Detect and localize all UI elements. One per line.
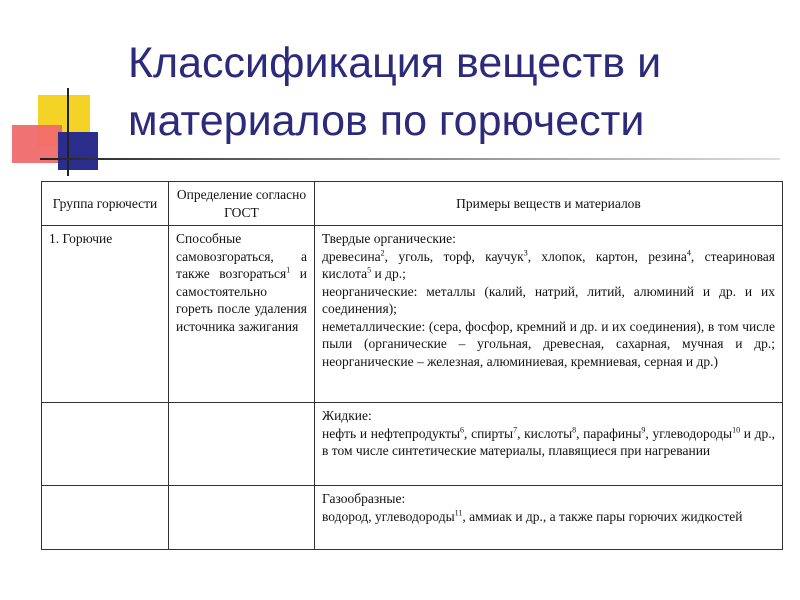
decor-horizontal-line (40, 158, 780, 160)
footnote-1: 1 (286, 265, 291, 275)
nonmetal-label: неметаллические: (322, 318, 426, 334)
solid-organic-label: Твердые органические: (322, 231, 456, 246)
liquid-text-4: , парафины (576, 425, 642, 441)
gas-text-1: водород, углеводороды (322, 508, 455, 524)
cell-examples-gas (315, 486, 783, 550)
footnote-11: 11 (454, 508, 463, 517)
cell-empty-definition-2 (169, 403, 315, 486)
decor-vertical-line (67, 88, 69, 176)
footnote-2: 2 (380, 248, 385, 257)
table-row-gas (42, 486, 783, 550)
header-examples: Примеры веществ и материалов (315, 182, 783, 226)
cell-empty-definition-3 (169, 486, 315, 550)
cell-examples-liquid (315, 403, 783, 486)
solid-text-1: древесина (322, 248, 381, 264)
nonmetal-text: (сера, фосфор, кремний и др. и их соединения), в том числе пыли (органические – угольная, древесная, сахарная, мучная и др.; неорганические – железная, алюминиевая, кремниевая, серная и др.) (322, 318, 775, 369)
liquid-text-6: и др., в том числе синтетические материалы, плавящиеся при нагревании (322, 425, 775, 458)
liquid-text-3: , кислоты (517, 425, 573, 441)
liquid-text-2: , спирты (464, 425, 514, 441)
solid-text-3: , хлопок, картон, резина (527, 248, 687, 264)
table-row-liquid (42, 403, 783, 486)
cell-examples-solid (315, 226, 783, 403)
footnote-8: 8 (572, 425, 577, 434)
header-group: Группа горючести (42, 182, 169, 226)
solid-text-4: , стеариновая кислота (322, 248, 776, 281)
footnote-6: 6 (460, 425, 465, 434)
cell-empty-group-3 (42, 486, 169, 550)
footnote-9: 9 (641, 425, 646, 434)
definition-text-b: и самостоятельно гореть после удаления источника зажигания (176, 266, 307, 334)
gas-label: Газообразные: (322, 491, 406, 506)
decor-blue-square (58, 132, 98, 170)
solid-text-5: и др.; (371, 266, 406, 281)
table-row-combustible (42, 226, 783, 403)
footnote-10: 10 (732, 425, 741, 434)
table-header-row (42, 182, 783, 226)
gas-text-2: , аммиак и др., а также пары горючих жидкостей (462, 508, 743, 524)
footnote-5: 5 (367, 265, 372, 275)
cell-definition (169, 226, 315, 403)
footnote-4: 4 (686, 248, 691, 257)
header-definition: Определение согласно ГОСТ (169, 182, 315, 226)
liquid-text-5: , углеводороды (645, 425, 733, 441)
solid-text-2: , уголь, торф, каучук (384, 248, 524, 264)
classification-table (41, 181, 783, 550)
liquid-label: Жидкие: (322, 408, 372, 423)
cell-group: 1. Горючие (42, 226, 169, 403)
definition-text-a: Способные самовозгораться, а также возгораться (176, 231, 307, 281)
inorganic-text: металлы (калий, натрий, литий, алюминий и др. и их соединения); (322, 283, 775, 316)
cell-empty-group-2 (42, 403, 169, 486)
footnote-3: 3 (523, 248, 528, 257)
slide-title: Классификация веществ и материалов по горючести (128, 39, 662, 145)
footnote-7: 7 (513, 425, 518, 434)
liquid-text-1: нефть и нефтепродукты (322, 425, 461, 441)
inorganic-label: неорганические: (322, 283, 418, 299)
